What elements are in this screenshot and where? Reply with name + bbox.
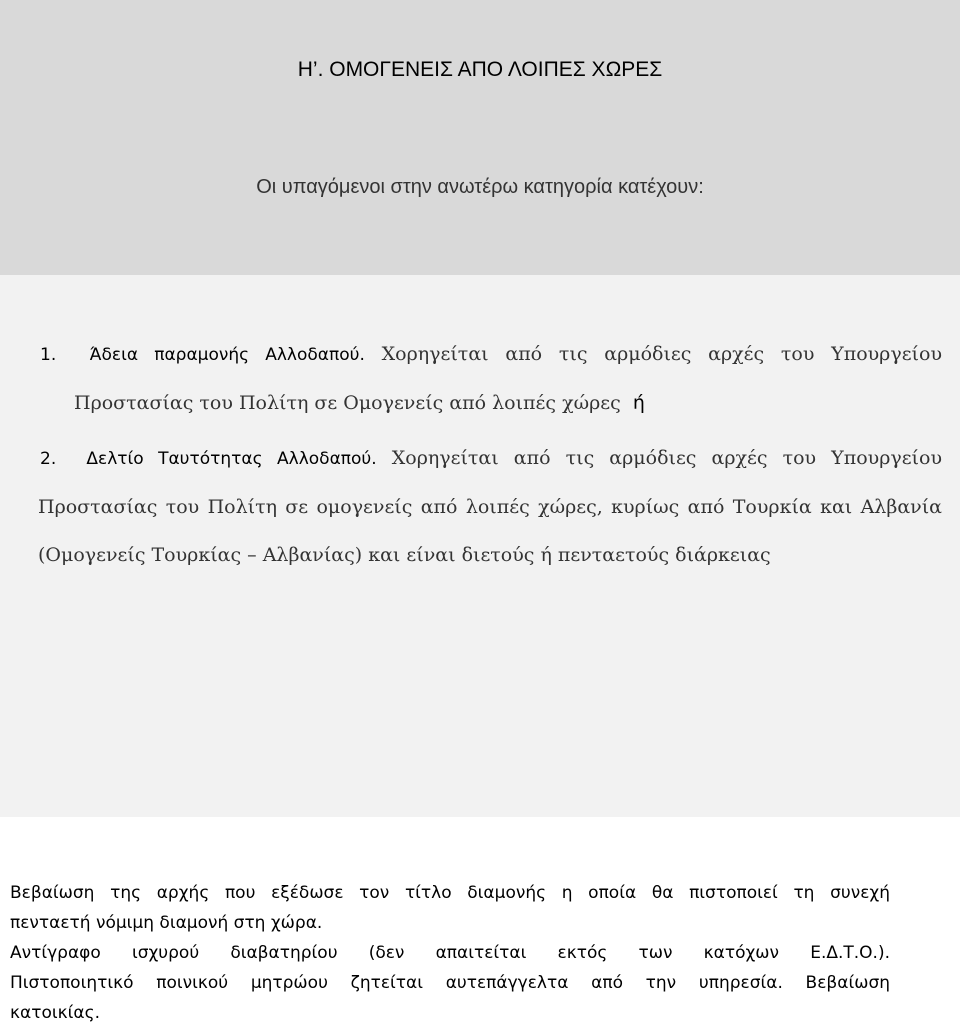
- list-item-line: (Ομογενείς Τουρκίας – Αλβανίας) και είναι διετούς ή πενταετούς διάρκειας: [38, 544, 771, 566]
- list-item-residence-permit: [40, 330, 942, 427]
- list-item-number: 1.: [40, 345, 57, 365]
- list-item-number: 2.: [40, 449, 57, 469]
- requirements-line: Βεβαίωση της αρχής που εξέδωσε τον τίτλο διαμονής η οποία θα πιστοποιεί τη συνεχή: [10, 883, 890, 903]
- requirements-line: Αντίγραφο ισχυρού διαβατηρίου (δεν απαιτείται εκτός των κατόχων Ε.Δ.Τ.Ο.).: [10, 943, 890, 963]
- list-item-line: [40, 434, 942, 483]
- list-item-line: Προστασίας του Πολίτη σε ομογενείς από λοιπές χώρες, κυρίως από Τουρκία και Αλβανία: [38, 496, 942, 518]
- list-item-line: [40, 379, 942, 427]
- requirements-line: κατοικίας.: [10, 1003, 100, 1023]
- category-subtitle: Οι υπαγόμενοι στην ανωτέρω κατηγορία κατέχουν:: [256, 176, 704, 198]
- requirements-line: πενταετή νόμιμη διαμονή στη χώρα.: [10, 913, 323, 933]
- list-item-lead: Δελτίο Ταυτότητας Αλλοδαπού.: [86, 449, 377, 469]
- list-item-lead: Άδεια παραμονής Αλλοδαπού.: [89, 345, 365, 365]
- list-item-text: Χορηγείται από τις αρμόδιες αρχές του Υπουργείου: [391, 447, 942, 469]
- category-title: Η’. ΟΜΟΓΕΝΕΙΣ ΑΠΟ ΛΟΙΠΕΣ ΧΩΡΕΣ: [297, 58, 663, 81]
- list-item-or: ή: [632, 392, 645, 414]
- category-header-box: [0, 0, 960, 275]
- list-item-text: Χορηγείται από τις αρμόδιες αρχές του Υπουργείου: [381, 343, 942, 365]
- list-item-text: Προστασίας του Πολίτη σε Ομογενείς από λοιπές χώρες: [74, 392, 621, 414]
- requirements-text: [10, 878, 890, 1028]
- list-item-line: [40, 330, 942, 379]
- requirements-line: Πιστοποιητικό ποινικού μητρώου ζητείται αυτεπάγγελτα από την υπηρεσία. Βεβαίωση: [10, 973, 890, 993]
- list-item-id-card: [40, 434, 942, 579]
